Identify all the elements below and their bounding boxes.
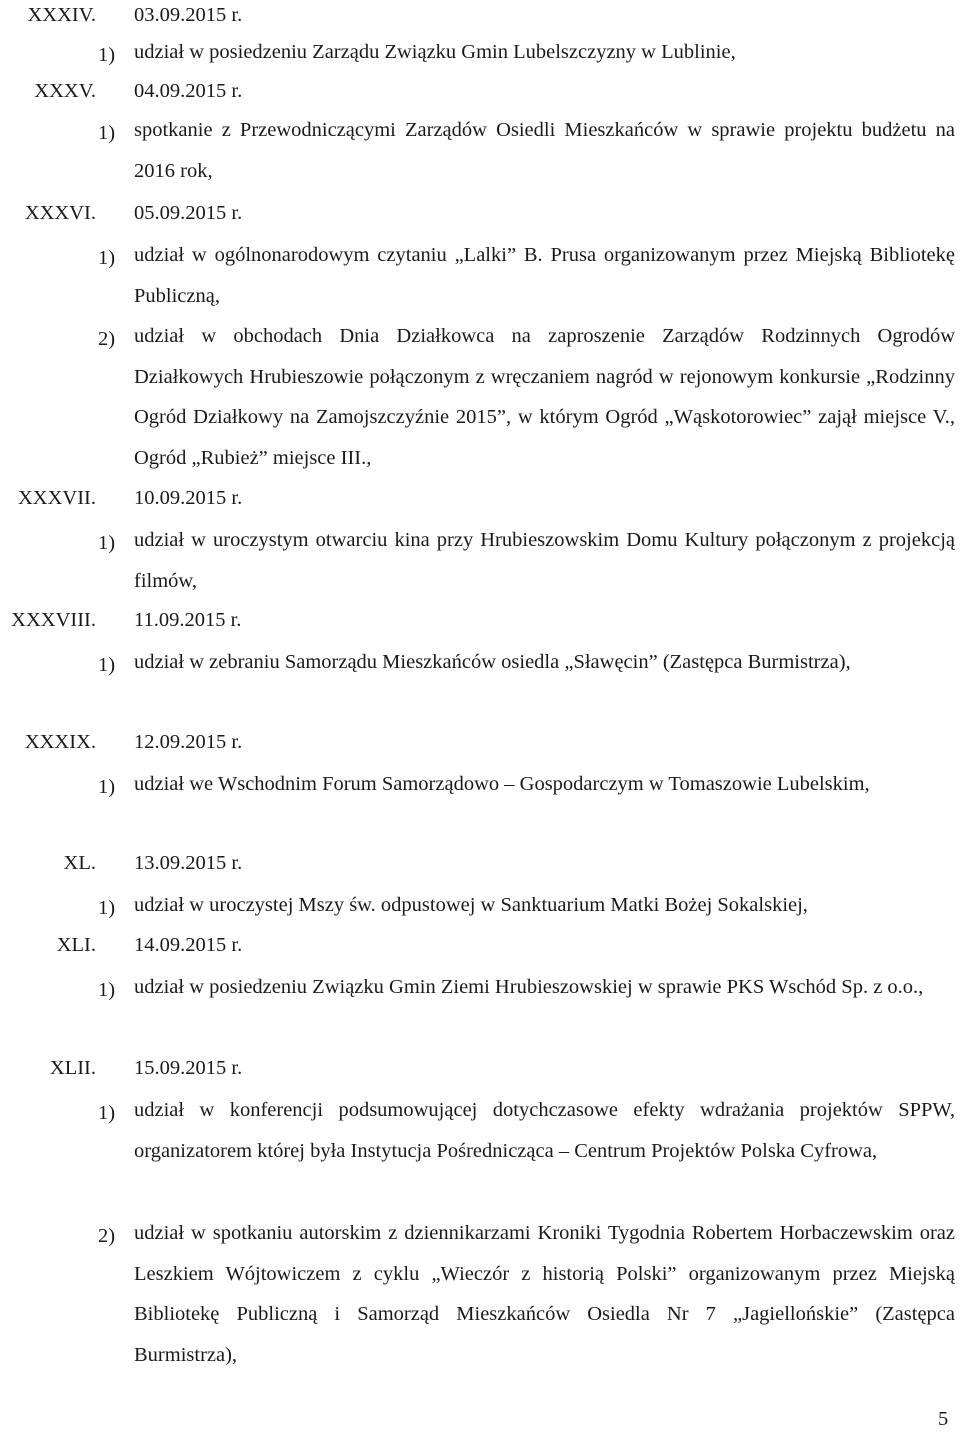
item-number: 1) bbox=[98, 654, 116, 676]
item-number: 1) bbox=[98, 776, 116, 798]
entry-date: 04.09.2015 r. bbox=[134, 80, 243, 102]
entry-date: 03.09.2015 r. bbox=[134, 4, 243, 26]
item-number: 1) bbox=[98, 979, 116, 1001]
entry-header bbox=[0, 848, 960, 878]
entry-header bbox=[0, 1053, 960, 1083]
entry-date: 11.09.2015 r. bbox=[134, 609, 242, 631]
item-text: udział w posiedzeniu Związku Gmin Ziemi Hrubieszowskiej w sprawie PKS Wschód Sp. z o.o., bbox=[134, 976, 924, 998]
entry-header bbox=[0, 198, 960, 228]
entry-roman-numeral: XLI. bbox=[56, 934, 96, 956]
entry-roman-numeral: XL. bbox=[63, 852, 96, 874]
entry-roman-numeral: XXXIX. bbox=[24, 731, 96, 753]
item-number: 1) bbox=[98, 1102, 116, 1124]
item-text: udział w ogólnonarodowym czytaniu „Lalki” B. Prusa organizowanym przez Miejską Bibliotekę Publiczną, bbox=[134, 244, 955, 307]
entry-roman-numeral: XXXIV. bbox=[27, 4, 96, 26]
entry-header bbox=[0, 605, 960, 635]
page-number: 5 bbox=[938, 1408, 949, 1430]
entry-date: 13.09.2015 r. bbox=[134, 852, 243, 874]
entry-header bbox=[0, 0, 960, 30]
item-text: udział w spotkaniu autorskim z dziennikarzami Kroniki Tygodnia Robertem Horbaczewskim oraz Leszkiem Wójtowiczem z cyklu „Wieczór z historią Polski” organizowanym przez Miejską Bibliotekę Publiczną i Samorząd Mieszkańców Osiedla Nr 7 „Jagiellońskie” (Zastępca Burmistrza), bbox=[134, 1222, 955, 1366]
item-text: udział we Wschodnim Forum Samorządowo – Gospodarczym w Tomaszowie Lubelskim, bbox=[134, 773, 870, 795]
item-number: 1) bbox=[98, 897, 116, 919]
entry-header bbox=[0, 483, 960, 513]
entry-roman-numeral: XXXVI. bbox=[24, 202, 96, 224]
item-text: udział w uroczystej Mszy św. odpustowej w Sanktuarium Matki Bożej Sokalskiej, bbox=[134, 894, 808, 916]
item-number: 1) bbox=[98, 122, 116, 144]
entry-date: 05.09.2015 r. bbox=[134, 202, 243, 224]
entry-date: 10.09.2015 r. bbox=[134, 487, 243, 509]
item-text: udział w obchodach Dnia Działkowca na zaproszenie Zarządów Rodzinnych Ogrodów Działkowych Hrubieszowie połączonym z wręczaniem nagród w rejonowym konkursie „Rodzinny Ogród Działkowy na Zamojszczyźnie 2015”, w którym Ogród „Wąskotorowiec” zajął miejsce V., Ogród „Rubież” miejsce III., bbox=[134, 325, 955, 469]
item-number: 2) bbox=[98, 1225, 116, 1247]
item-number: 1) bbox=[98, 44, 116, 66]
entry-roman-numeral: XXXV. bbox=[34, 80, 96, 102]
entry-header bbox=[0, 930, 960, 960]
entry-roman-numeral: XXXVII. bbox=[18, 487, 96, 509]
item-number: 2) bbox=[98, 328, 116, 350]
entry-roman-numeral: XXXVIII. bbox=[11, 609, 96, 631]
entry-header bbox=[0, 76, 960, 106]
item-text: udział w uroczystym otwarciu kina przy Hrubieszowskim Domu Kultury połączonym z projekcją filmów, bbox=[134, 529, 955, 592]
entry-date: 14.09.2015 r. bbox=[134, 934, 243, 956]
entry-date: 12.09.2015 r. bbox=[134, 731, 243, 753]
item-text: udział w zebraniu Samorządu Mieszkańców osiedla „Sławęcin” (Zastępca Burmistrza), bbox=[134, 651, 851, 673]
item-number: 1) bbox=[98, 247, 116, 269]
entry-date: 15.09.2015 r. bbox=[134, 1057, 243, 1079]
item-text: udział w konferencji podsumowującej dotychczasowe efekty wdrażania projektów SPPW, organizatorem której była Instytucja Pośrednicząca – Centrum Projektów Polska Cyfrowa, bbox=[134, 1099, 955, 1162]
entry-header bbox=[0, 727, 960, 757]
entry-roman-numeral: XLII. bbox=[49, 1057, 96, 1079]
item-text: udział w posiedzeniu Zarządu Związku Gmin Lubelszczyzny w Lublinie, bbox=[134, 41, 736, 63]
item-number: 1) bbox=[98, 532, 116, 554]
item-text: spotkanie z Przewodniczącymi Zarządów Osiedli Mieszkańców w sprawie projektu budżetu na 2016 rok, bbox=[134, 119, 955, 182]
